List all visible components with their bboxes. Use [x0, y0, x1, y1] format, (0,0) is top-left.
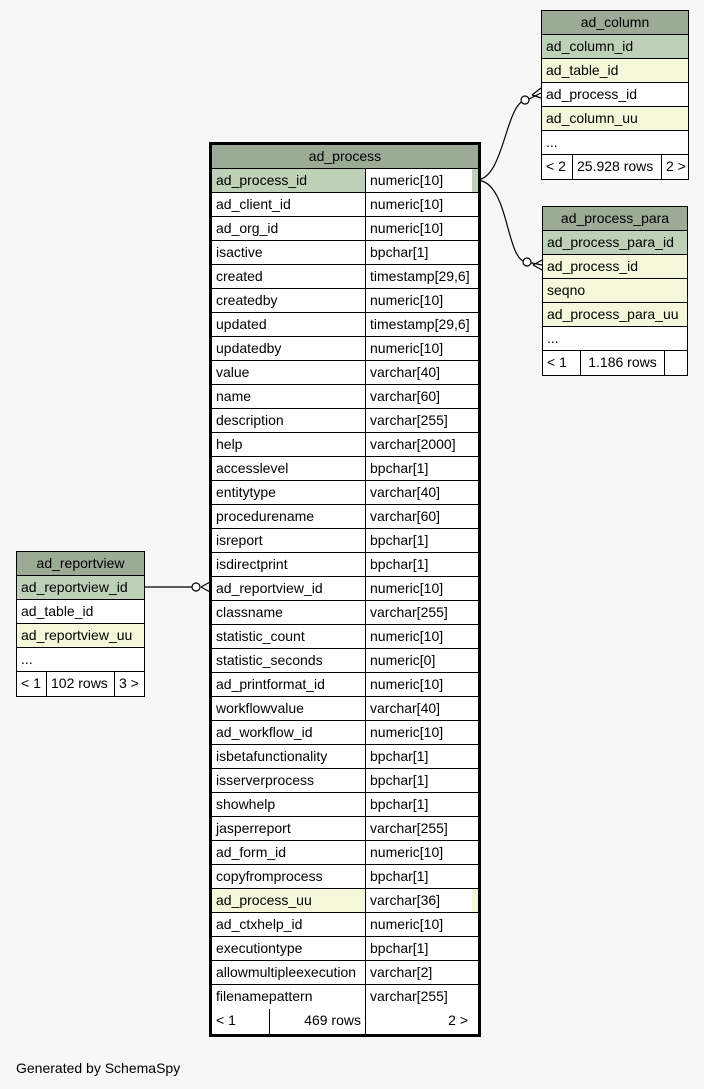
column-name: ... — [546, 134, 558, 150]
column-type: numeric[10] — [365, 913, 472, 936]
column-name: procedurename — [216, 508, 315, 524]
column-row — [17, 600, 144, 624]
column-row — [212, 937, 478, 961]
column-name: ad_printformat_id — [216, 676, 325, 692]
column-name: ad_ctxhelp_id — [216, 916, 303, 932]
column-type: varchar[40] — [365, 361, 472, 384]
column-name: ad_reportview_id — [21, 579, 128, 595]
column-name: ad_org_id — [216, 220, 279, 236]
table-ad-column[interactable] — [541, 10, 689, 180]
column-row — [212, 577, 478, 601]
column-type: numeric[10] — [365, 193, 472, 216]
column-type: bpchar[1] — [365, 745, 472, 768]
column-type: numeric[10] — [365, 217, 472, 240]
column-name: ad_table_id — [21, 603, 94, 619]
table-header — [212, 145, 478, 169]
column-type: varchar[36] — [365, 889, 472, 912]
column-name: statistic_seconds — [216, 652, 323, 668]
column-type: bpchar[1] — [365, 529, 472, 552]
row-count: 25.928 rows — [572, 155, 661, 179]
column-name: allowmultipleexecution — [216, 964, 357, 980]
column-name: ad_process_id — [547, 258, 639, 274]
column-name: ad_form_id — [216, 844, 287, 860]
parents-count[interactable]: < 1 — [216, 1012, 236, 1028]
column-row — [212, 865, 478, 889]
column-name: seqno — [547, 282, 586, 298]
column-name: help — [216, 436, 243, 452]
column-type: numeric[10] — [365, 577, 472, 600]
column-type: varchar[2] — [365, 961, 472, 984]
children-count[interactable] — [664, 351, 687, 375]
column-row — [17, 576, 144, 600]
column-type: bpchar[1] — [365, 241, 472, 264]
column-row — [543, 303, 687, 327]
column-name: createdby — [216, 292, 278, 308]
relation-ad-reportview-marker — [192, 583, 200, 591]
column-row — [17, 648, 144, 672]
parents-count[interactable]: < 1 — [547, 354, 567, 370]
column-type: bpchar[1] — [365, 457, 472, 480]
column-list — [212, 169, 478, 1009]
column-type: varchar[255] — [365, 409, 472, 432]
column-row — [212, 289, 478, 313]
column-name: description — [216, 412, 284, 428]
column-row — [543, 327, 687, 351]
column-row — [212, 793, 478, 817]
column-name: isbetafunctionality — [216, 748, 328, 764]
relation-ad-process-para-marker — [523, 258, 531, 266]
column-row — [212, 889, 478, 913]
column-name: ad_reportview_uu — [21, 627, 133, 643]
column-type: varchar[60] — [365, 505, 472, 528]
column-type: numeric[10] — [365, 841, 472, 864]
column-name: statistic_count — [216, 628, 305, 644]
column-name: ... — [547, 330, 559, 346]
table-title: ad_process — [308, 148, 382, 164]
table-header — [17, 552, 144, 576]
column-row — [543, 231, 687, 255]
table-header — [542, 11, 688, 35]
column-row — [212, 385, 478, 409]
column-row — [542, 107, 688, 131]
column-type: varchar[60] — [365, 385, 472, 408]
table-title: ad_process_para — [560, 210, 670, 226]
column-type: bpchar[1] — [365, 553, 472, 576]
column-name: showhelp — [216, 796, 276, 812]
column-row — [212, 625, 478, 649]
column-row — [212, 841, 478, 865]
column-name: executiontype — [216, 940, 303, 956]
table-title: ad_column — [580, 14, 650, 30]
column-type: varchar[255] — [365, 985, 472, 1009]
column-name: ad_process_para_id — [547, 234, 674, 250]
table-ad-process-para[interactable] — [542, 206, 688, 376]
column-type: varchar[255] — [365, 817, 472, 840]
children-count[interactable]: 2 > — [365, 1009, 472, 1034]
column-type: varchar[255] — [365, 601, 472, 624]
column-row — [212, 553, 478, 577]
column-row — [212, 409, 478, 433]
table-title: ad_reportview — [36, 555, 125, 571]
column-type: numeric[0] — [365, 649, 472, 672]
column-row — [212, 193, 478, 217]
column-row — [212, 985, 478, 1009]
table-header — [543, 207, 687, 231]
column-row — [543, 279, 687, 303]
column-row — [212, 913, 478, 937]
column-row — [212, 697, 478, 721]
column-row — [212, 241, 478, 265]
column-name: ad_column_id — [546, 38, 634, 54]
column-row — [212, 169, 478, 193]
column-row — [212, 817, 478, 841]
column-row — [212, 961, 478, 985]
column-type: bpchar[1] — [365, 937, 472, 960]
column-row — [542, 83, 688, 107]
column-row — [212, 721, 478, 745]
table-ad-reportview[interactable] — [16, 551, 145, 697]
children-count[interactable]: 2 > — [661, 155, 688, 179]
column-type: bpchar[1] — [365, 769, 472, 792]
column-type: numeric[10] — [365, 673, 472, 696]
column-name: ad_process_uu — [216, 892, 312, 908]
table-footer — [543, 351, 687, 375]
column-name: copyfromprocess — [216, 868, 323, 884]
column-name: ... — [21, 651, 33, 667]
column-name: isdirectprint — [216, 556, 288, 572]
column-name: created — [216, 268, 263, 284]
column-row — [17, 624, 144, 648]
column-row — [212, 769, 478, 793]
column-row — [542, 131, 688, 155]
column-row — [212, 745, 478, 769]
column-type: numeric[10] — [365, 337, 472, 360]
column-row — [542, 59, 688, 83]
column-name: name — [216, 388, 252, 404]
column-type: numeric[10] — [365, 169, 472, 192]
column-name: isserverprocess — [216, 772, 315, 788]
children-count[interactable]: 3 > — [114, 672, 144, 696]
column-name: ad_process_para_uu — [547, 306, 679, 322]
column-type: timestamp[29,6] — [365, 265, 472, 288]
column-name: updatedby — [216, 340, 282, 356]
column-name: ad_table_id — [546, 62, 619, 78]
column-name: ad_workflow_id — [216, 724, 313, 740]
column-name: ad_reportview_id — [216, 580, 323, 596]
column-type: varchar[2000] — [365, 433, 472, 456]
column-name: classname — [216, 604, 283, 620]
column-name: entitytype — [216, 484, 276, 500]
column-type: varchar[40] — [365, 697, 472, 720]
column-row — [212, 673, 478, 697]
column-row — [212, 313, 478, 337]
column-type: varchar[40] — [365, 481, 472, 504]
column-row — [543, 255, 687, 279]
column-type: bpchar[1] — [365, 793, 472, 816]
column-name: ad_process_id — [546, 86, 638, 102]
column-row — [212, 481, 478, 505]
column-row — [212, 337, 478, 361]
column-row — [212, 457, 478, 481]
column-row — [212, 217, 478, 241]
column-row — [212, 601, 478, 625]
column-name: accesslevel — [216, 460, 289, 476]
column-row — [212, 505, 478, 529]
column-name: isactive — [216, 244, 263, 260]
table-footer — [17, 672, 144, 696]
column-name: jasperreport — [216, 820, 291, 836]
column-type: numeric[10] — [365, 721, 472, 744]
column-row — [212, 361, 478, 385]
table-ad-process[interactable] — [209, 142, 481, 1037]
column-name: ad_process_id — [216, 172, 308, 188]
row-count: 469 rows — [269, 1009, 365, 1034]
column-row — [212, 265, 478, 289]
column-type: bpchar[1] — [365, 865, 472, 888]
column-row — [212, 529, 478, 553]
table-footer — [212, 1009, 478, 1034]
row-count: 102 rows — [46, 672, 114, 696]
column-type: numeric[10] — [365, 289, 472, 312]
column-row — [212, 433, 478, 457]
column-type: numeric[10] — [365, 625, 472, 648]
generated-by-label: Generated by SchemaSpy — [16, 1060, 181, 1076]
column-type: timestamp[29,6] — [365, 313, 472, 336]
column-name: ad_client_id — [216, 196, 291, 212]
column-name: workflowvalue — [216, 700, 304, 716]
table-footer — [542, 155, 688, 179]
column-row — [542, 35, 688, 59]
column-name: filenamepattern — [216, 988, 313, 1004]
relation-ad-column-ad-process — [476, 93, 541, 180]
column-name: updated — [216, 316, 267, 332]
relation-ad-process-para-ad-process — [476, 180, 542, 265]
column-name: value — [216, 364, 250, 380]
column-row — [212, 649, 478, 673]
parents-count[interactable]: < 1 — [21, 675, 41, 691]
row-count: 1.186 rows — [580, 351, 664, 375]
column-name: ad_column_uu — [546, 110, 638, 126]
relation-ad-column-marker — [521, 96, 529, 104]
column-name: isreport — [216, 532, 263, 548]
parents-count[interactable]: < 2 — [546, 158, 566, 174]
